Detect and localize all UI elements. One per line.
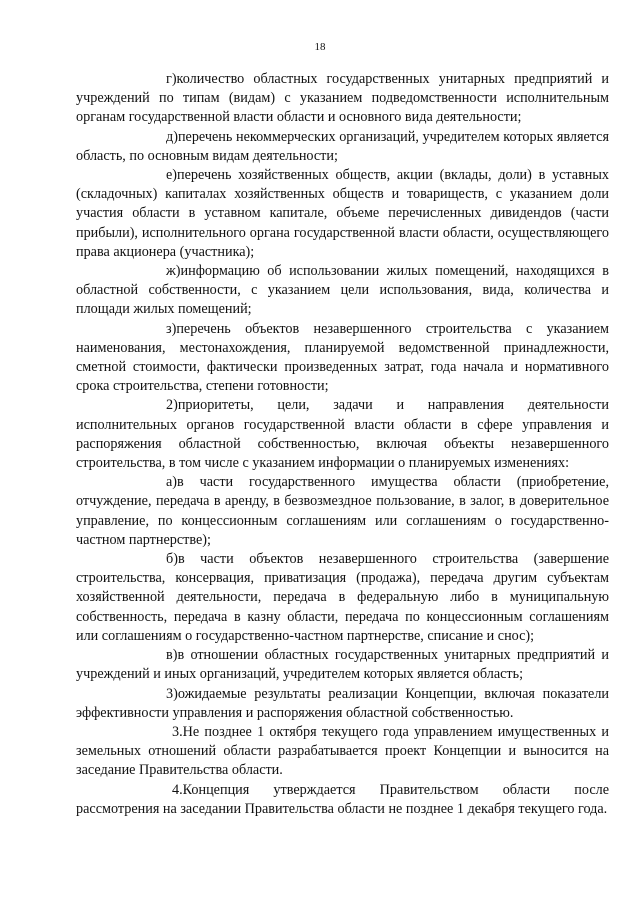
paragraph-g <box>76 70 609 128</box>
item-label: е) <box>166 167 178 184</box>
paragraph-text: в части объектов незавершенного строительства (завершение строительства, консервация, приватизация (продажа), передача другим субъектам хозяйственной деятельности, передача в федеральную либо в муниципальную собственность, передача в казну области, передача по концессионным соглашениям или соглашениям о государственно-частном партнерстве, списание и снос); <box>76 551 609 644</box>
item-label: д) <box>166 128 178 145</box>
paragraph-2 <box>76 396 609 473</box>
item-label: а) <box>166 474 178 491</box>
paragraph-e <box>76 166 609 262</box>
paragraph-3-sub <box>76 685 609 723</box>
item-label: 3) <box>166 685 178 702</box>
item-label: 3. <box>172 723 183 740</box>
paragraph-text: информацию об использовании жилых помещений, находящихся в областной собственности, с указанием цели использования, вида, количества и площади жилых помещений; <box>76 263 609 318</box>
paragraph-text: в отношении областных государственных унитарных предприятий и учреждений и иных организаций, учредителем которых является область; <box>76 647 609 683</box>
paragraph-text: Не позднее 1 октября текущего года управлением имущественных и земельных отношений области разрабатывается проект Концепции и выносится на заседание Правительства области. <box>76 723 609 779</box>
paragraph-text: перечень некоммерческих организаций, учредителем которых является область, по основным видам деятельности; <box>76 128 609 164</box>
item-label: ж) <box>166 263 181 280</box>
paragraph-text: в части государственного имущества области (приобретение, отчуждение, передача в аренду, в безвозмездное пользование, в залог, в доверительное управление, по концессионным соглашениям или соглашениям о государственно-частном партнерстве); <box>76 474 609 548</box>
page-number: 18 <box>314 41 326 53</box>
paragraph-a <box>76 473 609 550</box>
item-label: в) <box>166 647 178 664</box>
paragraph-b <box>76 550 609 646</box>
paragraph-text: перечень объектов незавершенного строительства с указанием наименования, местонахождения, планируемой ведомственной принадлежности, сметной стоимости, фактически произведенных затрат, года начала и нормативного срока строительства, степени готовности; <box>76 320 609 395</box>
paragraph-z <box>76 320 609 397</box>
item-label: з) <box>166 320 177 337</box>
paragraph-zh <box>76 262 609 320</box>
paragraph-text: перечень хозяйственных обществ, акции (вклады, доли) в уставных (складочных) капиталах хозяйственных обществ и товариществ, с указанием доли участия области в уставном капитале, объеме перечисленных дивидендов (части прибыли), исполнительного органа государственной власти области, осуществляющего права акционера (участника); <box>76 167 609 260</box>
paragraph-text: Концепция утверждается Правительством области после рассмотрения на заседании Правительства области не позднее 1 декабря текущего года. <box>76 781 609 817</box>
item-label: б) <box>166 551 178 568</box>
paragraph-section-3 <box>76 723 609 781</box>
item-label: г) <box>166 71 177 87</box>
paragraph-text: количество областных государственных унитарных предприятий и учреждений по типам (видам) с указанием подведомственности исполнительным органам государственной власти области и основного вида деятельности; <box>76 71 609 126</box>
paragraph-v <box>76 646 609 684</box>
document-body <box>76 70 609 819</box>
paragraph-text: приоритеты, цели, задачи и направления деятельности исполнительных органов государственной власти области в сфере управления и распоряжения областной собственностью, включая объекты незавершенного строительства, в том числе с указанием информации о планируемых изменениях: <box>76 397 609 472</box>
item-label: 4. <box>172 781 183 798</box>
paragraph-text: ожидаемые результаты реализации Концепции, включая показатели эффективности управления и распоряжения областной собственностью. <box>76 685 609 721</box>
item-label: 2) <box>166 397 178 414</box>
paragraph-d <box>76 128 609 166</box>
paragraph-section-4 <box>76 781 609 819</box>
